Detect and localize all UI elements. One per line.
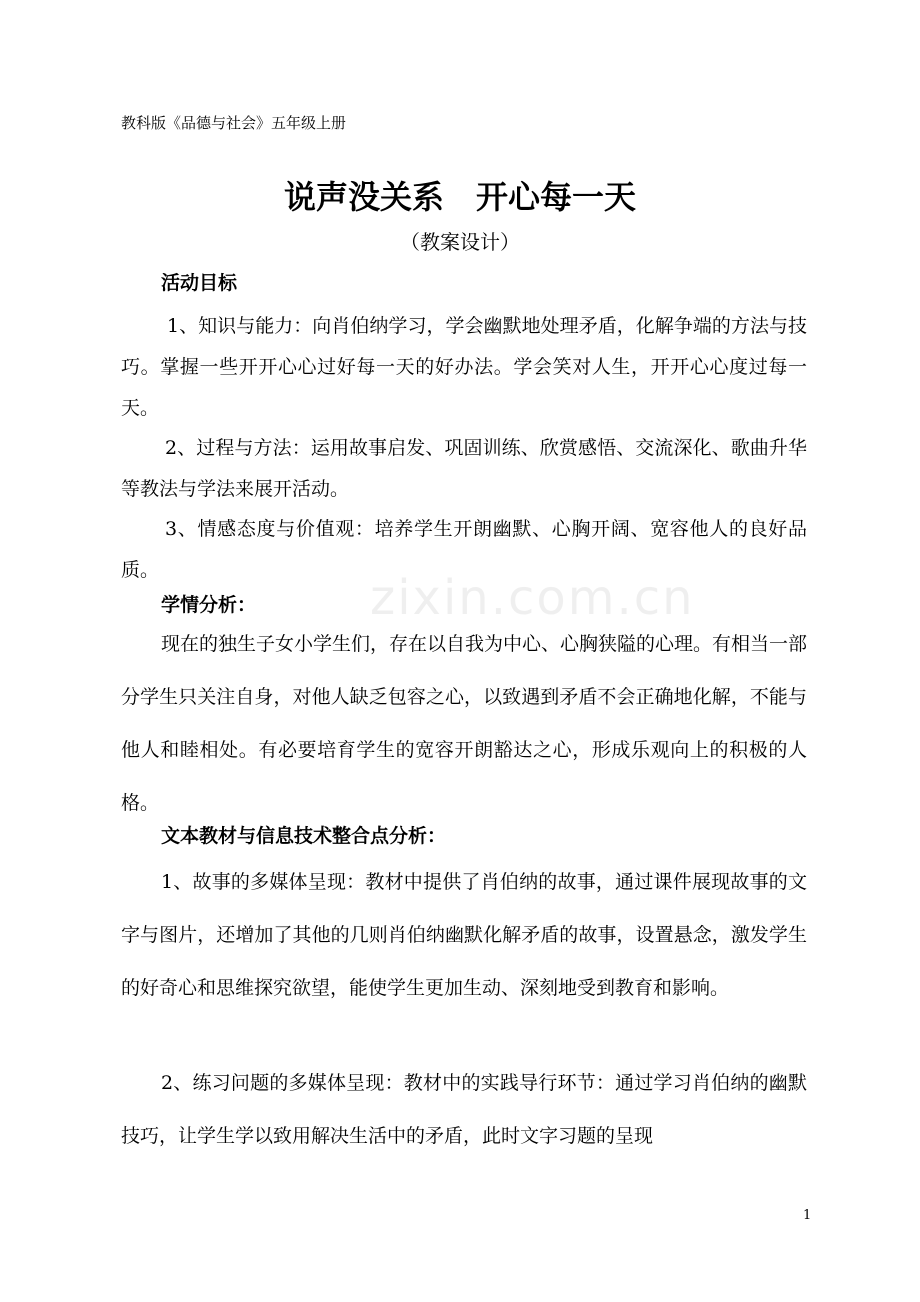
watermark: zixin.com.cn bbox=[370, 570, 695, 626]
section-heading-integration-analysis: 文本教材与信息技术整合点分析： bbox=[161, 825, 447, 847]
document-title: 说声没关系 开心每一天 bbox=[283, 178, 636, 216]
document-subtitle: （教案设计） bbox=[400, 230, 520, 254]
paragraph: 1、故事的多媒体呈现：教材中提供了肖伯纳的故事，通过课件展现故事的文字与图片，还增加了其他的几则肖伯纳幽默化解矛盾的故事，设置悬念，激发学生的好奇心和思维探究欲望，能使学生更加生动、深刻地受到教育和影响。 bbox=[121, 871, 807, 999]
paragraph: 2、过程与方法：运用故事启发、巩固训练、欣赏感悟、交流深化、歌曲升华等教法与学法来展开活动。 bbox=[121, 437, 807, 500]
section-heading-student-analysis: 学情分析： bbox=[161, 594, 257, 616]
page-number: 1 bbox=[803, 1208, 812, 1223]
paragraph: 1、知识与能力：向肖伯纳学习，学会幽默地处理矛盾，化解争端的方法与技巧。掌握一些开开心心过好每一天的好办法。学会笑对人生，开开心心度过每一天。 bbox=[121, 315, 807, 419]
paragraph: 3、情感态度与价值观：培养学生开朗幽默、心胸开阔、宽容他人的良好品质。 bbox=[121, 518, 807, 581]
running-header: 教科版《品德与社会》五年级上册 bbox=[121, 114, 347, 132]
section-heading-objectives: 活动目标 bbox=[161, 272, 238, 294]
paragraph: 现在的独生子女小学生们，存在以自我为中心、心胸狭隘的心理。有相当一部分学生只关注自身，对他人缺乏包容之心，以致遇到矛盾不会正确地化解，不能与他人和睦相处。有必要培育学生的宽容开朗豁达之心，形成乐观向上的积极的人格。 bbox=[121, 633, 808, 814]
paragraph: 2、练习问题的多媒体呈现：教材中的实践导行环节：通过学习肖伯纳的幽默技巧，让学生学以致用解决生活中的矛盾，此时文字习题的呈现 bbox=[121, 1072, 807, 1147]
